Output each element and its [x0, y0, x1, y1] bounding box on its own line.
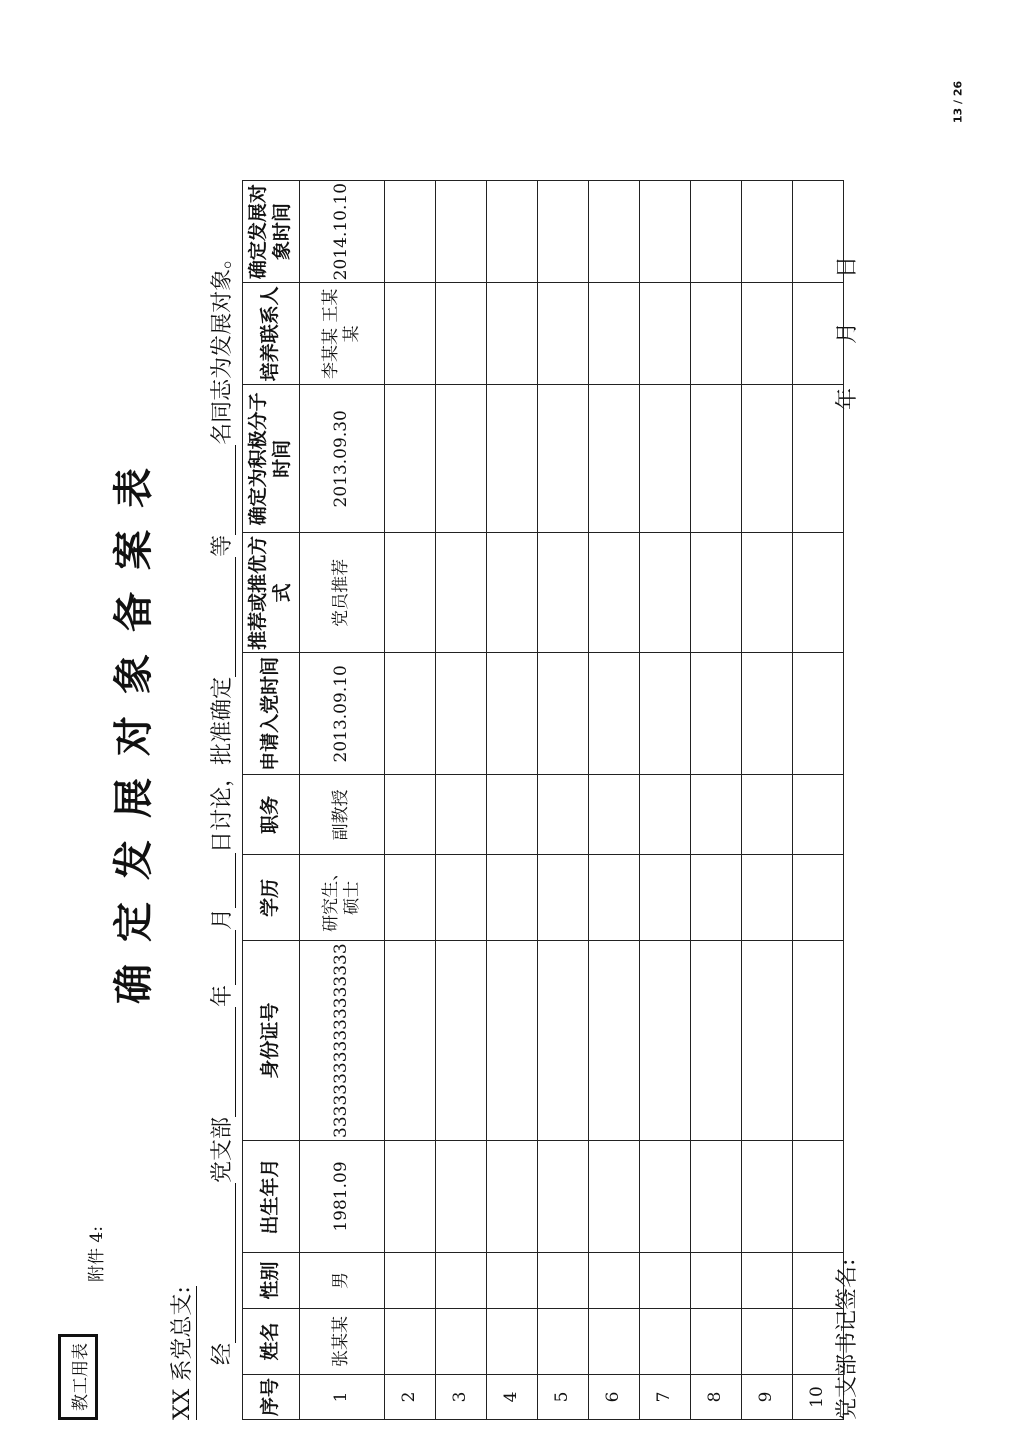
cell-id[interactable]	[640, 941, 691, 1141]
cell-index: 2	[385, 1375, 436, 1420]
col-header: 出生年月	[243, 1141, 300, 1253]
blank-year[interactable]	[213, 1007, 236, 1117]
cell-education[interactable]	[538, 855, 589, 941]
cell-birth[interactable]	[487, 1141, 538, 1253]
cell-id[interactable]	[538, 941, 589, 1141]
cell-contact[interactable]	[589, 283, 640, 385]
table-row	[589, 180, 640, 1419]
cell-gender[interactable]	[589, 1253, 640, 1309]
cell-name[interactable]	[640, 1309, 691, 1375]
blank-day[interactable]	[213, 853, 236, 908]
cell-method[interactable]	[640, 533, 691, 653]
cell-name[interactable]	[589, 1309, 640, 1375]
cell-education[interactable]	[487, 855, 538, 941]
party-branch-text: 党支部	[210, 1116, 235, 1183]
page-title: 确定发展对象备案表	[110, 446, 157, 1004]
cell-index: 3	[436, 1375, 487, 1420]
cell-apply-date[interactable]	[436, 653, 487, 775]
cell-birth[interactable]	[640, 1141, 691, 1253]
cell-target-date[interactable]	[589, 180, 640, 282]
cell-gender[interactable]	[691, 1253, 742, 1309]
cell-gender[interactable]	[487, 1253, 538, 1309]
cell-index: 1	[300, 1375, 385, 1420]
cell-name: 张某某	[300, 1309, 385, 1375]
cell-activist-date: 2013.09.30	[300, 385, 385, 533]
cell-education[interactable]	[589, 855, 640, 941]
attachment-label: 附件 4:	[87, 1226, 107, 1282]
col-header: 推荐或推优方式	[243, 533, 300, 653]
cell-name[interactable]	[538, 1309, 589, 1375]
col-header: 学历	[243, 855, 300, 941]
cell-target-date[interactable]	[691, 180, 742, 282]
cell-birth[interactable]	[385, 1141, 436, 1253]
cell-apply-date[interactable]	[385, 653, 436, 775]
table-row	[742, 180, 793, 1419]
col-header: 姓名	[243, 1309, 300, 1375]
cell-position[interactable]	[793, 775, 844, 855]
col-header: 职务	[243, 775, 300, 855]
intro-line-1	[165, 320, 197, 1420]
cell-position[interactable]	[691, 775, 742, 855]
cell-target-date[interactable]	[538, 180, 589, 282]
cell-gender[interactable]	[538, 1253, 589, 1309]
cell-method[interactable]	[742, 533, 793, 653]
cell-birth: 1981.09	[300, 1141, 385, 1253]
cell-target-date[interactable]	[487, 180, 538, 282]
col-header: 性别	[243, 1253, 300, 1309]
cell-method: 党员推荐	[300, 533, 385, 653]
cell-method[interactable]	[436, 533, 487, 653]
record-table	[242, 180, 844, 1420]
table-row	[300, 180, 385, 1419]
table-row	[691, 180, 742, 1419]
cell-activist-date[interactable]	[640, 385, 691, 533]
cell-id: 333333333333333333	[300, 941, 385, 1141]
table-row	[640, 180, 691, 1419]
cell-target-date[interactable]	[385, 180, 436, 282]
cell-education[interactable]	[793, 855, 844, 941]
intro-line-2	[205, 65, 236, 1365]
cell-index: 4	[487, 1375, 538, 1420]
col-header: 确定为积极分子时间	[243, 385, 300, 533]
col-header: 序号	[243, 1375, 300, 1420]
cell-index: 10	[793, 1375, 844, 1420]
cell-activist-date[interactable]	[742, 385, 793, 533]
stamp-label: 教工用表	[58, 1334, 98, 1420]
cell-education[interactable]	[436, 855, 487, 941]
blank-name[interactable]	[213, 557, 236, 677]
cell-name[interactable]	[742, 1309, 793, 1375]
cell-id[interactable]	[793, 941, 844, 1141]
cell-contact[interactable]	[640, 283, 691, 385]
cell-apply-date[interactable]	[589, 653, 640, 775]
cell-apply-date[interactable]	[640, 653, 691, 775]
cell-method[interactable]	[538, 533, 589, 653]
cell-position: 副教授	[300, 775, 385, 855]
header-row	[243, 180, 300, 1419]
col-header: 确定发展对象时间	[243, 180, 300, 282]
cell-contact: 李某某 王某某	[300, 283, 385, 385]
dept-name: XX 系党总支:	[165, 1286, 197, 1420]
cell-position[interactable]	[436, 775, 487, 855]
cell-contact[interactable]	[538, 283, 589, 385]
cell-position[interactable]	[538, 775, 589, 855]
cell-activist-date[interactable]	[385, 385, 436, 533]
cell-target-date[interactable]	[742, 180, 793, 282]
cell-contact[interactable]	[436, 283, 487, 385]
cell-target-date: 2014.10.10	[300, 180, 385, 282]
cell-position[interactable]	[640, 775, 691, 855]
col-header: 申请入党时间	[243, 653, 300, 775]
year-text: 年	[210, 984, 235, 1007]
cell-apply-date[interactable]	[742, 653, 793, 775]
cell-method[interactable]	[691, 533, 742, 653]
cell-gender: 男	[300, 1253, 385, 1309]
cell-position[interactable]	[487, 775, 538, 855]
cell-activist-date[interactable]	[487, 385, 538, 533]
tail-text: 名同志为发展对象。	[210, 246, 235, 445]
table-row	[436, 180, 487, 1419]
cell-birth[interactable]	[538, 1141, 589, 1253]
cell-apply-date[interactable]	[538, 653, 589, 775]
cell-contact[interactable]	[385, 283, 436, 385]
cell-index: 7	[640, 1375, 691, 1420]
cell-education: 研究生、硕士	[300, 855, 385, 941]
cell-id[interactable]	[742, 941, 793, 1141]
col-header: 培养联系人	[243, 283, 300, 385]
table-row	[487, 180, 538, 1419]
cell-education[interactable]	[691, 855, 742, 941]
month-text: 月	[210, 907, 235, 930]
cell-gender[interactable]	[385, 1253, 436, 1309]
blank-count[interactable]	[213, 445, 236, 535]
cell-activist-date[interactable]	[691, 385, 742, 533]
cell-contact[interactable]	[691, 283, 742, 385]
cell-method[interactable]	[589, 533, 640, 653]
rotated-page	[40, 30, 940, 1420]
cell-name[interactable]	[487, 1309, 538, 1375]
cell-index: 5	[538, 1375, 589, 1420]
cell-index: 9	[742, 1375, 793, 1420]
cell-apply-date[interactable]	[691, 653, 742, 775]
cell-id[interactable]	[385, 941, 436, 1141]
table-row	[538, 180, 589, 1419]
cell-apply-date[interactable]	[487, 653, 538, 775]
cell-method[interactable]	[487, 533, 538, 653]
cell-education[interactable]	[385, 855, 436, 941]
cell-target-date[interactable]	[436, 180, 487, 282]
cell-education[interactable]	[640, 855, 691, 941]
cell-method[interactable]	[793, 533, 844, 653]
cell-birth[interactable]	[589, 1141, 640, 1253]
cell-contact[interactable]	[742, 283, 793, 385]
cell-contact[interactable]	[487, 283, 538, 385]
cell-id[interactable]	[436, 941, 487, 1141]
page-number: 13 / 26	[951, 80, 965, 124]
blank-field[interactable]	[213, 1183, 236, 1343]
sign-date: 年 月 日	[835, 255, 860, 410]
cell-index: 8	[691, 1375, 742, 1420]
cell-name[interactable]	[385, 1309, 436, 1375]
cell-gender[interactable]	[742, 1253, 793, 1309]
cell-index: 6	[589, 1375, 640, 1420]
cell-gender[interactable]	[640, 1253, 691, 1309]
cell-activist-date[interactable]	[436, 385, 487, 533]
cell-id[interactable]	[487, 941, 538, 1141]
cell-position[interactable]	[385, 775, 436, 855]
signature-label: 党支部书记签名:	[835, 1258, 860, 1420]
via-text: 经	[210, 1342, 235, 1365]
cell-birth[interactable]	[691, 1141, 742, 1253]
cell-name[interactable]	[691, 1309, 742, 1375]
cell-birth[interactable]	[436, 1141, 487, 1253]
blank-month[interactable]	[213, 930, 236, 985]
etc-text: 等	[210, 534, 235, 557]
cell-apply-date[interactable]	[793, 653, 844, 775]
cell-activist-date[interactable]	[538, 385, 589, 533]
cell-id[interactable]	[589, 941, 640, 1141]
col-header: 身份证号	[243, 941, 300, 1141]
cell-position[interactable]	[742, 775, 793, 855]
cell-activist-date[interactable]	[589, 385, 640, 533]
discuss-text: 日讨论，批准确定	[210, 676, 235, 853]
cell-method[interactable]	[385, 533, 436, 653]
cell-birth[interactable]	[793, 1141, 844, 1253]
cell-apply-date: 2013.09.10	[300, 653, 385, 775]
cell-target-date[interactable]	[640, 180, 691, 282]
cell-name[interactable]	[436, 1309, 487, 1375]
cell-education[interactable]	[742, 855, 793, 941]
table-row	[385, 180, 436, 1419]
cell-gender[interactable]	[436, 1253, 487, 1309]
cell-birth[interactable]	[742, 1141, 793, 1253]
cell-position[interactable]	[589, 775, 640, 855]
cell-id[interactable]	[691, 941, 742, 1141]
